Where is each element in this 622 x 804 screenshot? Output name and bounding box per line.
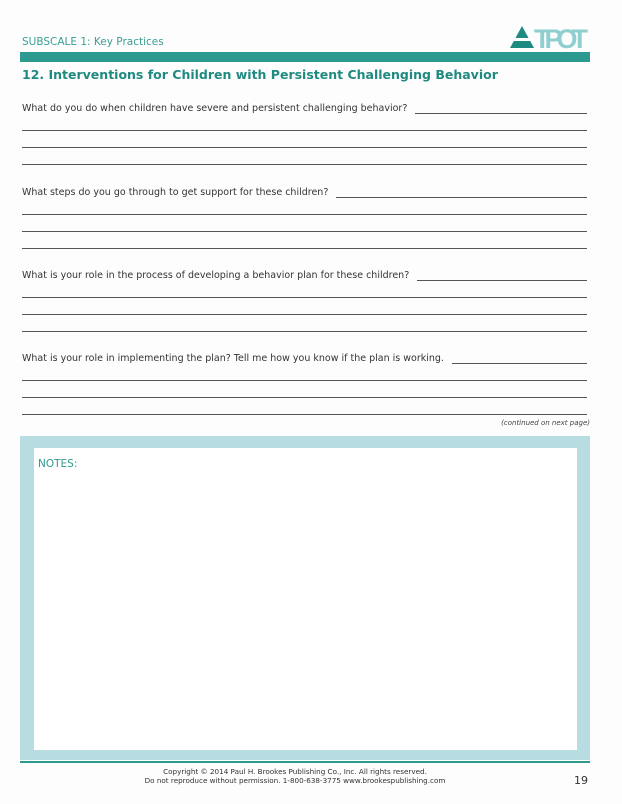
page-number: 19 xyxy=(574,774,588,787)
answer-line[interactable] xyxy=(22,364,587,381)
question-4 xyxy=(22,350,587,415)
question-text: What is your role in implementing the plan? Tell me how you know if the plan is working. xyxy=(22,353,444,364)
tpot-logo xyxy=(508,22,592,50)
answer-line[interactable] xyxy=(22,281,587,298)
notes-area[interactable] xyxy=(34,448,577,750)
answer-line[interactable] xyxy=(415,103,587,114)
answer-line[interactable] xyxy=(417,270,587,281)
question-3 xyxy=(22,267,587,332)
question-text: What is your role in the process of developing a behavior plan for these children? xyxy=(22,270,410,281)
answer-line[interactable] xyxy=(22,232,587,249)
header-band xyxy=(20,52,590,62)
answer-line[interactable] xyxy=(22,381,587,398)
answer-line[interactable] xyxy=(452,353,587,364)
answer-line[interactable] xyxy=(22,131,587,148)
answer-line[interactable] xyxy=(22,398,587,415)
footer-rule xyxy=(20,761,590,763)
svg-text:TPOT: TPOT xyxy=(534,24,588,50)
subscale-heading: SUBSCALE 1: Key Practices xyxy=(22,36,164,48)
continued-note: (continued on next page) xyxy=(501,419,590,427)
answer-line[interactable] xyxy=(22,148,587,165)
question-2 xyxy=(22,184,587,249)
question-text: What do you do when children have severe and persistent challenging behavior? xyxy=(22,103,408,114)
answer-line[interactable] xyxy=(22,198,587,215)
answer-line[interactable] xyxy=(336,187,587,198)
section-title: 12. Interventions for Children with Persistent Challenging Behavior xyxy=(22,67,498,82)
answer-line[interactable] xyxy=(22,114,587,131)
notes-label: NOTES: xyxy=(38,458,78,470)
answer-line[interactable] xyxy=(22,298,587,315)
copyright xyxy=(0,767,590,785)
answer-line[interactable] xyxy=(22,215,587,232)
answer-line[interactable] xyxy=(22,315,587,332)
permission-line: Do not reproduce without permission. 1-800-638-3775 www.brookespublishing.com xyxy=(144,776,446,785)
copyright-line: Copyright © 2014 Paul H. Brookes Publishing Co., Inc. All rights reserved. xyxy=(163,767,427,776)
question-text: What steps do you go through to get support for these children? xyxy=(22,187,329,198)
question-1 xyxy=(22,100,587,165)
